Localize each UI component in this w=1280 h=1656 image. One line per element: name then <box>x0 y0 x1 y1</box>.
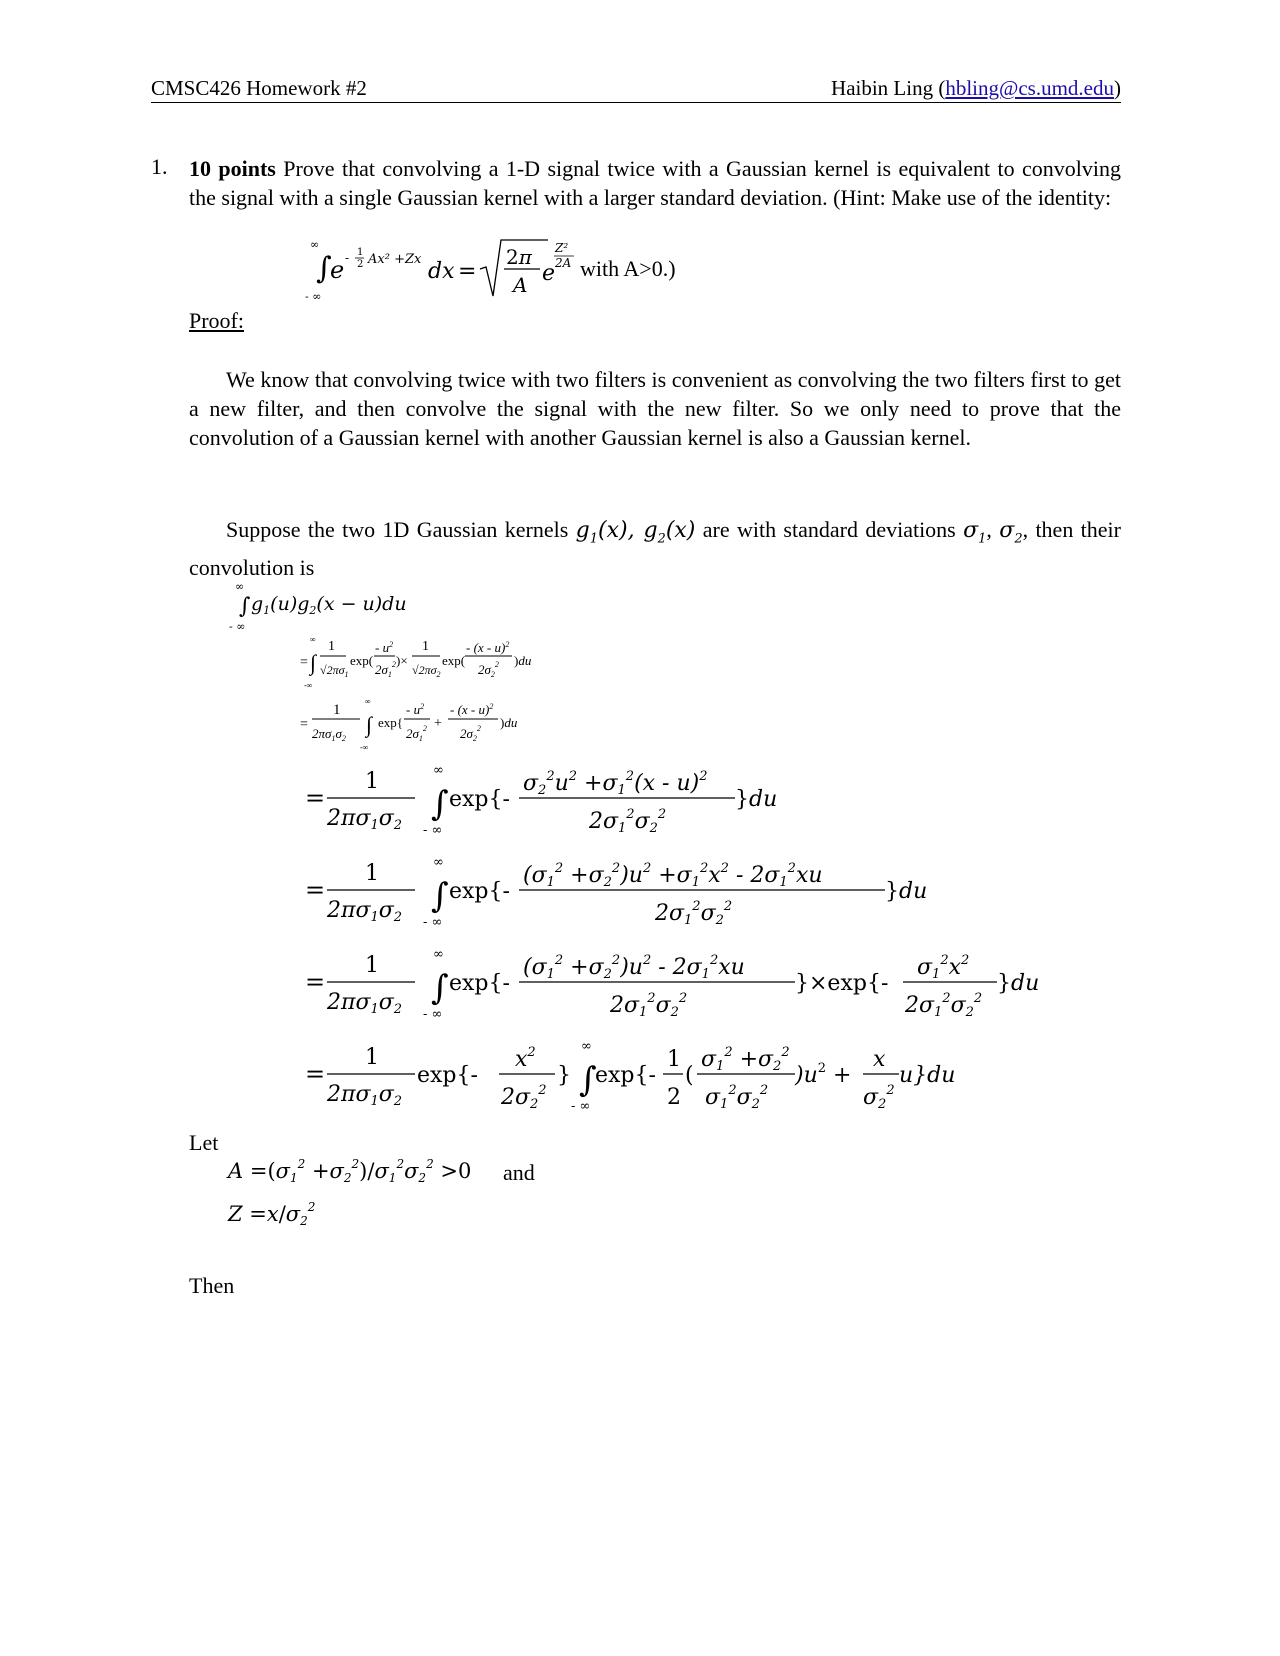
svg-text:1: 1 <box>328 639 335 654</box>
svg-text:1: 1 <box>365 769 379 794</box>
svg-text:=: = <box>305 1060 326 1088</box>
svg-text:}du: }du <box>997 971 1040 996</box>
a-definition <box>228 1150 628 1190</box>
svg-text:}: } <box>557 1063 571 1088</box>
svg-text:2σ12σ22: $2\sigma 1^2\sigma 2^2$ <box>610 991 688 1020</box>
svg-text:Ax² +Zx: Ax² +Zx <box>368 252 422 267</box>
svg-text:A =(σ12 +σ22)/σ12σ22 >0: $A =(\sigma 1^2 +\sigma 2^2)/\sigma 1^2\sigma 2^2 >0$ <box>228 1157 472 1185</box>
svg-text:∞: ∞ <box>433 947 444 962</box>
svg-text:σ12σ22: $\sigma 1^2\sigma 2^2$ <box>705 1083 769 1112</box>
svg-text:- (x - u)2: - (x - u)$^2$ <box>466 640 510 655</box>
svg-text:∞: ∞ <box>235 580 245 593</box>
svg-text:1: 1 <box>365 861 379 886</box>
svg-text:σ22: $\sigma 2^2$ <box>863 1083 895 1112</box>
svg-text:}×exp{-: }×exp{- <box>795 971 889 996</box>
derivation-step-4 <box>305 852 928 932</box>
svg-text:∫: ∫ <box>431 784 449 824</box>
problem-number: 1. <box>151 154 168 179</box>
svg-text:∞: ∞ <box>310 238 320 251</box>
svg-text:1: 1 <box>357 247 364 258</box>
sigma2-symbol: $\sigma_2$ <box>999 518 1023 547</box>
convolution-integral <box>225 580 485 634</box>
proof-paragraph-1: We know that convolving twice with two filters is convenient as convolving the two filters first to get a new filter, and then convolve the signal with the new filter. So we only need to prove that the convolution of a Gaussian kernel with another Gaussian kernel is also a Gaussian kernel. <box>189 367 1121 450</box>
svg-text:- u2: - $u^2$ <box>375 640 394 655</box>
problem-text: Prove that convolving a 1-D signal twice with a Gaussian kernel is equivalent to convolving the signal with a single Gaussian kernel with a larger standard deviation. (Hint: Make use of the identity: <box>189 156 1121 210</box>
svg-text:exp{-: exp{- <box>595 1063 656 1088</box>
svg-text:- ∞: - ∞ <box>229 620 246 633</box>
svg-text:√2πσ2: $√2\pi\sigma_2$ <box>412 663 441 679</box>
svg-text:2σ12σ22: $2\sigma 1^2\sigma 2^2$ <box>589 807 667 836</box>
svg-text:(σ12 +σ22)u2 - 2σ12xu: $(\sigma 1^2 +\sigma 2^2)u^2 - 2\sigma 1^2xu$ <box>523 953 745 982</box>
svg-text:∫: ∫ <box>310 650 317 675</box>
svg-text:Z =x/σ22: $Z =x/\sigma 2^2$ <box>228 1200 316 1228</box>
derivation-step-6 <box>305 1036 1005 1116</box>
svg-text:exp{-: exp{- <box>449 787 510 812</box>
problem-points: 10 points <box>189 156 276 181</box>
z-definition <box>228 1193 368 1233</box>
proof-heading: Proof: <box>189 308 244 333</box>
svg-text:=: = <box>300 717 308 732</box>
svg-text:dx: dx <box>428 259 455 284</box>
svg-text:1: 1 <box>422 639 429 654</box>
svg-text:1: 1 <box>365 1045 379 1070</box>
svg-text:2σ12σ22: $2\sigma 1^2\sigma 2^2$ <box>905 991 983 1020</box>
svg-text:2σ12: $2\sigma_1^2$ <box>375 660 396 679</box>
derivation-step-3 <box>305 760 825 840</box>
svg-text:(σ12 +σ22)u2 +σ12x2 - 2σ12xu: $(\sigma 1^2 +\sigma 2^2)u^2 +\sigma 1^2x^2 - 2\sigma 1^2xu$ <box>523 861 823 890</box>
std-dev-text: are with standard deviations <box>702 517 956 542</box>
author-name: Haibin Ling ( <box>831 76 946 100</box>
kernels-intro: Suppose the two 1D Gaussian kernels <box>226 517 569 542</box>
svg-text:∫: ∫ <box>579 1060 597 1100</box>
derivation-step-5 <box>305 944 1065 1024</box>
svg-text:exp{: exp{ <box>378 715 404 730</box>
svg-text:Z²: Z² <box>555 241 569 255</box>
svg-text:x: x <box>873 1047 886 1072</box>
then-label: Then <box>189 1273 235 1298</box>
svg-text:2σ22: $2\sigma 2^2$ <box>501 1083 547 1112</box>
svg-text:+: + <box>434 716 442 731</box>
svg-text:exp(: exp( <box>350 653 374 668</box>
svg-text:x2: $x^2$ <box>515 1045 536 1072</box>
svg-text:-: - <box>345 251 350 265</box>
svg-text:∞: ∞ <box>433 763 444 778</box>
svg-text:2σ22: $2\sigma_2^2$ <box>460 724 481 743</box>
svg-text:2: 2 <box>357 259 364 270</box>
svg-text:- ∞: - ∞ <box>423 915 443 930</box>
hint-tail: with A>0.) <box>580 256 676 281</box>
svg-text:∫: ∫ <box>239 594 251 619</box>
svg-text:-∞: -∞ <box>360 743 369 752</box>
let-label: Let <box>189 1130 219 1155</box>
svg-text:σ22u2 +σ12(x - u)2: $\sigma 2^2u^2 +\sigma 1^2(x - u)^2$ <box>523 769 708 798</box>
derivation-step-2 <box>300 694 560 754</box>
svg-text:=: = <box>305 968 326 996</box>
author-close: ) <box>1114 76 1121 100</box>
svg-text:σ12 +σ22: $\sigma 1^2 +\sigma 2^2$ <box>701 1045 790 1074</box>
svg-text:=: = <box>305 876 326 904</box>
svg-text:e: e <box>330 256 345 284</box>
svg-text:)du: )du <box>500 715 518 730</box>
svg-text:g1(u)g2(x − u)du: $g_1(u)g_2(x - u)du$ <box>251 593 407 617</box>
svg-text:σ12x2: $\sigma 1^2x^2$ <box>917 953 970 982</box>
svg-text:∫: ∫ <box>431 876 449 916</box>
problem-statement <box>189 154 1121 212</box>
author-line <box>831 76 1121 101</box>
proof-paragraph-2: Suppose the two 1D Gaussian kernels $g_1(x)$, $g_2(x)$ are with standard deviations $\sigma_1$, $\sigma_2$, then their convolution is <box>189 517 1121 581</box>
svg-text:)u2 +: )$u^2$ + <box>795 1061 852 1088</box>
svg-text:exp{-: exp{- <box>449 879 510 904</box>
svg-text:e: e <box>542 261 556 286</box>
svg-text:∫: ∫ <box>366 712 373 737</box>
and-label: and <box>503 1160 535 1185</box>
svg-text:2π: 2π <box>506 245 532 269</box>
svg-text:=: = <box>305 784 326 812</box>
svg-text:2σ12: $2\sigma_1^2$ <box>406 724 427 743</box>
a-definition-formula <box>228 1150 498 1190</box>
svg-text:2πσ1σ2: 2πσ1σ2 <box>327 898 403 925</box>
svg-text:)×: )× <box>396 653 408 668</box>
svg-text:- ∞: - ∞ <box>305 290 322 303</box>
svg-text:∞: ∞ <box>433 855 444 870</box>
svg-text:=: = <box>458 259 477 284</box>
svg-text:- ∞: - ∞ <box>423 823 443 838</box>
svg-text:1: 1 <box>333 702 341 718</box>
svg-text:- (x - u)2: - (x - u)$^2$ <box>450 702 494 717</box>
svg-text:1: 1 <box>365 953 379 978</box>
svg-text:- ∞: - ∞ <box>571 1099 591 1114</box>
page-header <box>151 76 1121 103</box>
svg-text:2A: 2A <box>555 256 572 270</box>
svg-text:∫: ∫ <box>316 251 332 286</box>
svg-text:exp(: exp( <box>442 653 466 668</box>
email-link[interactable]: hbling@cs.umd.edu <box>945 76 1114 100</box>
svg-text:∞: ∞ <box>581 1039 592 1054</box>
svg-text:2πσ1σ2: $2\pi\sigma_1\sigma_2$ <box>312 726 346 743</box>
svg-text:√2πσ1: $√2\pi\sigma_1$ <box>320 663 349 679</box>
svg-text:}du: }du <box>885 879 928 904</box>
svg-text:2πσ1σ2: 2πσ1σ2 <box>327 806 403 833</box>
svg-text:- u2: - $u^2$ <box>406 702 425 717</box>
svg-text:1: 1 <box>667 1047 681 1072</box>
svg-text:A: A <box>513 273 528 297</box>
course-title: CMSC426 Homework #2 <box>151 76 367 100</box>
sigma1-symbol: $\sigma_1$ <box>963 518 987 547</box>
kernel-symbols: $g_1(x)$, $g_2(x)$ <box>575 518 696 547</box>
svg-text:2σ12σ22: $2\sigma 1^2\sigma 2^2$ <box>655 899 733 928</box>
svg-text:2πσ1σ2: 2πσ1σ2 <box>327 1082 403 1109</box>
svg-text:∞: ∞ <box>365 697 371 706</box>
svg-text:2πσ1σ2: 2πσ1σ2 <box>327 990 403 1017</box>
svg-text:∞: ∞ <box>310 635 316 644</box>
svg-text:- ∞: - ∞ <box>423 1007 443 1022</box>
svg-text:exp{-: exp{- <box>449 971 510 996</box>
svg-text:∫: ∫ <box>431 968 449 1008</box>
svg-text:u}du: u}du <box>899 1063 956 1088</box>
svg-text:}du: }du <box>735 787 778 812</box>
svg-text:)du: )du <box>514 653 532 668</box>
hint-identity <box>300 236 720 302</box>
svg-text:-∞: -∞ <box>304 681 313 690</box>
convolution-intro: , then their convolution is <box>189 517 1121 581</box>
svg-text:2σ22: $2\sigma_2^2$ <box>478 660 499 679</box>
svg-text:(: ( <box>685 1063 694 1088</box>
svg-text:=: = <box>300 655 308 670</box>
svg-text:exp{-: exp{- <box>417 1063 478 1088</box>
svg-text:2: 2 <box>667 1085 681 1110</box>
derivation-step-1 <box>300 632 560 692</box>
